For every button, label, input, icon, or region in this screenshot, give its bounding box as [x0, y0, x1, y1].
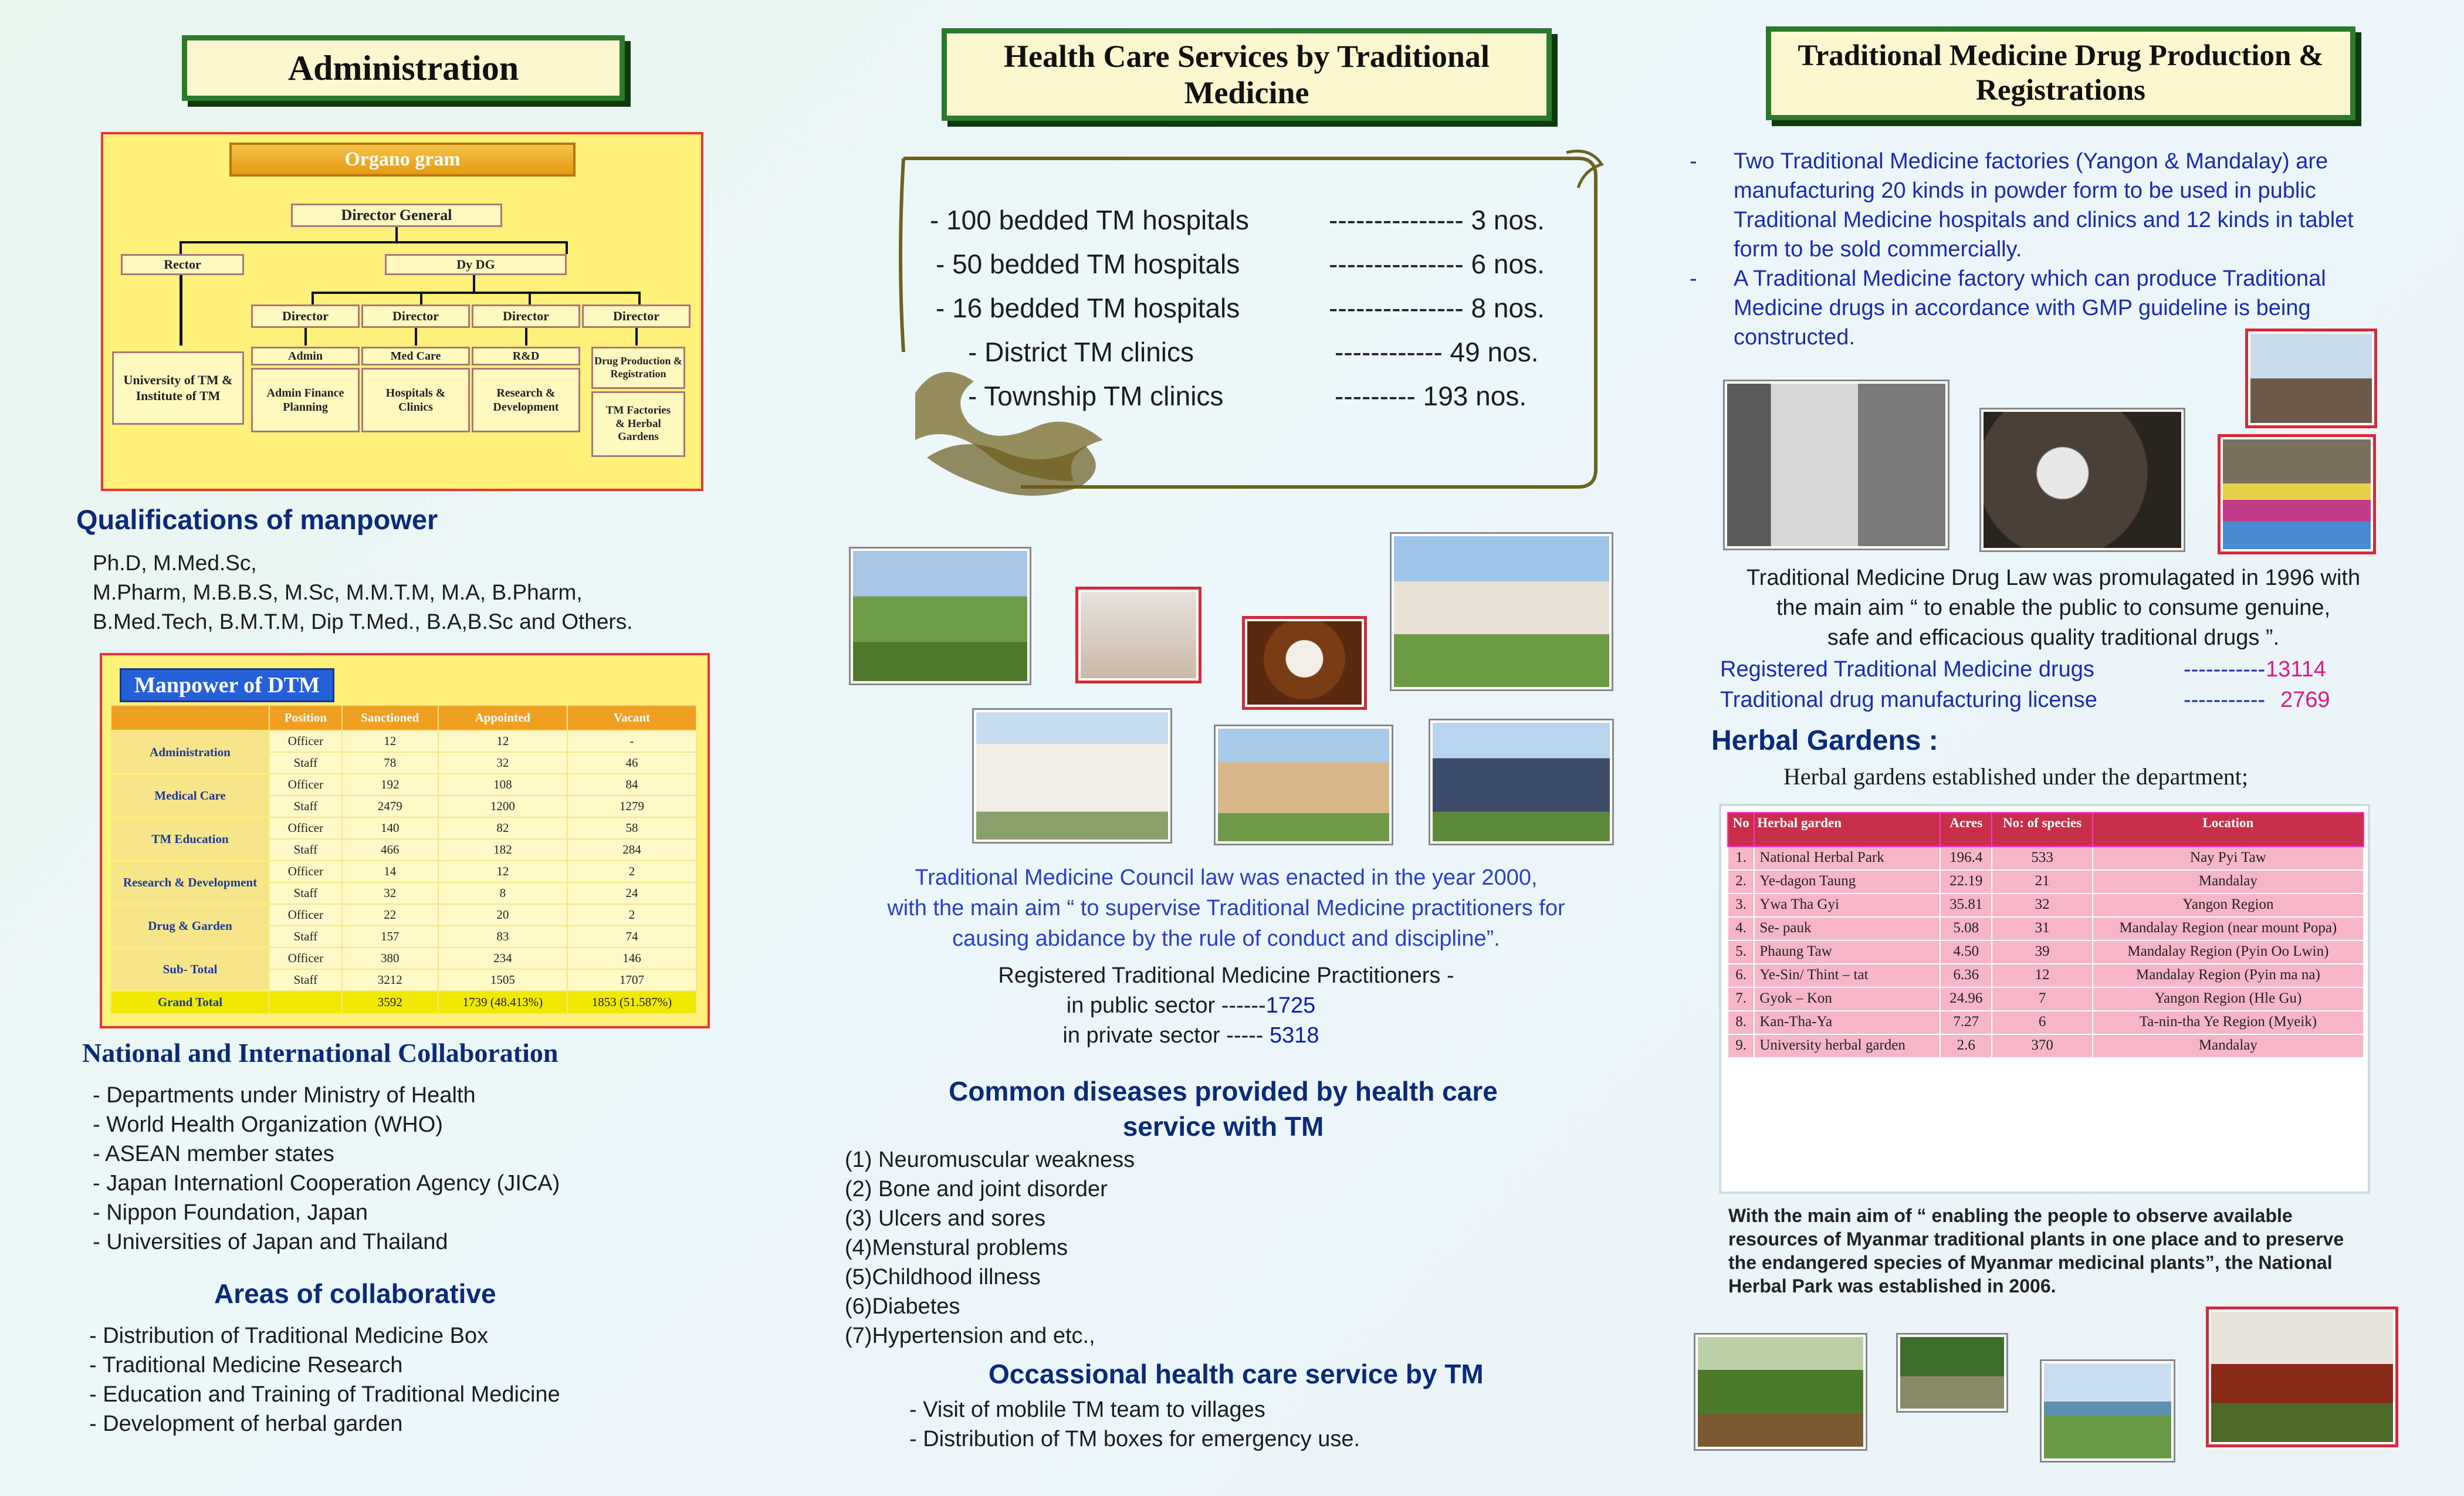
manpower-group-label: Drug & Garden	[111, 904, 269, 947]
manpower-total-cell: 1739 (48.413%)	[438, 991, 567, 1014]
health-title: Health Care Services by Traditional Medicine	[942, 28, 1552, 121]
herbal-cell: National Herbal Park	[1754, 847, 1940, 870]
public-sector-row	[839, 991, 1613, 1021]
herbal-cell: 6.	[1728, 964, 1754, 987]
qualifications-heading: Qualifications of manpower	[76, 504, 438, 535]
herbal-table	[1727, 812, 2364, 1058]
manpower-cell: 24	[567, 882, 696, 904]
manpower-row	[111, 774, 696, 796]
collab-item: - Universities of Japan and Thailand	[93, 1230, 448, 1254]
manpower-cell: 46	[567, 752, 696, 774]
manpower-cell: Staff	[269, 752, 342, 774]
manpower-cell: Staff	[269, 969, 342, 991]
manpower-cell: 146	[567, 947, 696, 969]
private-sector-label: in private sector -----	[1062, 1023, 1264, 1048]
manpower-cell: 12	[342, 730, 438, 752]
qualifications-list	[93, 549, 633, 637]
director-box-2: Director	[361, 304, 470, 328]
manpower-total-row	[111, 991, 696, 1014]
park-line: the endangered species of Myanmar medicinal plants”, the National	[1728, 1252, 2333, 1273]
service-row	[930, 374, 1545, 418]
service-row	[930, 330, 1545, 374]
collab-item: - Nippon Foundation, Japan	[93, 1200, 368, 1225]
herbal-cell: 7	[1992, 987, 2092, 1011]
manpower-row	[111, 904, 696, 926]
manpower-cell: Staff	[269, 796, 342, 817]
service-row	[930, 198, 1545, 242]
photo-garden-2	[1898, 1335, 2006, 1411]
herbal-cell: 31	[1992, 917, 2092, 940]
drug-law-line: Traditional Medicine Drug Law was promulagated in 1996 with	[1746, 566, 2361, 590]
council-law-text	[839, 862, 1613, 954]
herbal-cell: 35.81	[1940, 893, 1992, 917]
manpower-cell: 2	[567, 861, 696, 882]
photo-clinic-2	[1216, 726, 1392, 844]
manpower-cell: Officer	[269, 861, 342, 882]
herbal-cell: 24.96	[1940, 987, 1992, 1011]
manpower-cell: 8	[438, 882, 567, 904]
manpower-cell: 108	[438, 774, 567, 796]
manpower-panel	[100, 653, 710, 1028]
license-label: Traditional drug manufacturing license	[1720, 688, 2097, 712]
sub-factories: TM Factories & Herbal Gardens	[591, 391, 685, 457]
herbal-cell: Se- pauk	[1754, 917, 1940, 940]
service-label: - 100 bedded TM hospitals	[930, 205, 1249, 235]
service-label: - Township TM clinics	[968, 381, 1224, 411]
herbal-cell: Ywa Tha Gyi	[1754, 893, 1940, 917]
manpower-cell: 83	[438, 926, 567, 947]
service-count: ------------ 49 nos.	[1335, 337, 1539, 367]
herbal-cell: Kan-Tha-Ya	[1754, 1011, 1940, 1034]
manpower-cell: 380	[342, 947, 438, 969]
drug-title: Traditional Medicine Drug Production & Registrations	[1766, 26, 2355, 120]
manpower-row	[111, 817, 696, 839]
collab-item: - ASEAN member states	[93, 1142, 334, 1166]
reg-drugs-value: 13114	[2266, 657, 2326, 682]
service-label: - 50 bedded TM hospitals	[936, 249, 1240, 279]
sub-hospitals: Hospitals & Clinics	[361, 368, 470, 432]
manpower-cell: 2479	[342, 796, 438, 817]
herbal-cell: 12	[1992, 964, 2092, 987]
university-box: University of TM & Institute of TM	[112, 351, 244, 425]
manpower-cell: 1505	[438, 969, 567, 991]
manpower-header-cell: Position	[269, 705, 342, 730]
occasional-heading: Occassional health care service by TM	[989, 1359, 1484, 1389]
reg-drugs-row	[1720, 654, 2330, 685]
manpower-cell: 20	[438, 904, 567, 926]
herbal-cell: Yangon Region	[2093, 893, 2364, 917]
drug-law-text	[1690, 563, 2417, 653]
dept-medcare: Med Care	[361, 347, 470, 365]
herbal-cell: 7.27	[1940, 1011, 1992, 1034]
rector-box: Rector	[121, 254, 244, 275]
manpower-cell: Staff	[269, 882, 342, 904]
service-label: - District TM clinics	[968, 337, 1194, 367]
manpower-row	[111, 947, 696, 969]
manpower-header-cell: Sanctioned	[342, 705, 438, 730]
herbal-subheading: Herbal gardens established under the department;	[1783, 763, 2248, 790]
drug-bullet-text: A Traditional Medicine factory which can produce Traditional Medicine drugs in accordance with GMP guideline is being constructed.	[1734, 266, 2326, 350]
manpower-cell: 1279	[567, 796, 696, 817]
manpower-cell: Officer	[269, 947, 342, 969]
collab-item: - Japan Internationl Cooperation Agency (JICA)	[93, 1171, 560, 1196]
manpower-total-cell: 1853 (51.587%)	[567, 991, 696, 1014]
photo-factory-1	[1725, 381, 1948, 549]
manpower-row	[111, 730, 696, 752]
herbal-header-cell: Acres	[1940, 813, 1992, 847]
herbal-cell: 3.	[1728, 893, 1754, 917]
collab-item: - World Health Organization (WHO)	[93, 1112, 443, 1137]
director-box-1: Director	[251, 304, 360, 328]
herbal-cell: Mandalay	[2093, 870, 2364, 893]
disease-item: (2) Bone and joint disorder	[845, 1177, 1108, 1201]
service-count: --------------- 6 nos.	[1329, 249, 1545, 279]
herbal-cell: 5.08	[1940, 917, 1992, 940]
manpower-cell: 1707	[567, 969, 696, 991]
drug-bullets	[1690, 147, 2394, 352]
manpower-cell: 466	[342, 839, 438, 861]
herbal-row	[1728, 987, 2364, 1011]
disease-item: (5)Childhood illness	[845, 1265, 1041, 1289]
private-sector-row	[839, 1021, 1613, 1051]
photo-factory-2	[1981, 409, 2184, 550]
collab-list	[93, 1081, 560, 1257]
drug-law-line: safe and efficacious quality traditional drugs ”.	[1827, 625, 2280, 650]
service-row	[930, 242, 1545, 286]
manpower-cell: Officer	[269, 817, 342, 839]
photo-herbal-park-gate	[2209, 1309, 2395, 1444]
manpower-cell: Staff	[269, 926, 342, 947]
areas-item: - Traditional Medicine Research	[89, 1353, 403, 1377]
disease-item: (3) Ulcers and sores	[845, 1206, 1046, 1231]
herbal-header-cell: Location	[2093, 813, 2364, 847]
herbal-cell: University herbal garden	[1754, 1034, 1940, 1058]
manpower-cell: 157	[342, 926, 438, 947]
herbal-cell: Phaung Taw	[1754, 940, 1940, 964]
herbal-cell: Mandalay Region (Pyin Oo Lwin)	[2093, 940, 2364, 964]
director-general-box: Director General	[291, 204, 502, 227]
manpower-cell: 234	[438, 947, 567, 969]
manpower-cell: Officer	[269, 904, 342, 926]
collab-heading: National and International Collaboration	[82, 1038, 559, 1068]
manpower-cell: 12	[438, 861, 567, 882]
herbal-cell: Yangon Region (Hle Gu)	[2093, 987, 2364, 1011]
public-sector-value: 1725	[1265, 993, 1316, 1018]
herbal-cell: 22.19	[1940, 870, 1992, 893]
manpower-group-label: Research & Development	[111, 861, 269, 904]
manpower-cell: Officer	[269, 730, 342, 752]
service-label: - 16 bedded TM hospitals	[936, 293, 1240, 323]
collab-item: - Departments under Ministry of Health	[93, 1083, 476, 1108]
qual-line: Ph.D, M.Med.Sc,	[93, 551, 257, 575]
herbal-cell: Ye-Sin/ Thint – tat	[1754, 964, 1940, 987]
manpower-title: Manpower of DTM	[120, 668, 334, 702]
manpower-group-label: Administration	[111, 730, 269, 774]
occasional-item: - Visit of moblile TM team to villages	[909, 1397, 1265, 1422]
manpower-cell: 192	[342, 774, 438, 796]
manpower-header-cell	[111, 705, 269, 730]
photo-clinic-3	[1430, 720, 1612, 844]
manpower-cell: Staff	[269, 839, 342, 861]
herbal-row	[1728, 917, 2364, 940]
manpower-table	[110, 705, 697, 1014]
herbal-cell: 39	[1992, 940, 2092, 964]
herbal-cell: 4.	[1728, 917, 1754, 940]
reg-drugs-dash: -----------	[2184, 657, 2266, 682]
herbal-cell: 4.50	[1940, 940, 1992, 964]
manpower-cell: 32	[438, 752, 567, 774]
council-line: causing abidance by the rule of conduct and discipline”.	[952, 926, 1500, 951]
manpower-cell: 74	[567, 926, 696, 947]
registered-practitioners	[839, 961, 1613, 1051]
herbal-row	[1728, 1034, 2364, 1058]
herbal-row	[1728, 940, 2364, 964]
private-sector-value: 5318	[1270, 1023, 1319, 1048]
manpower-header-cell: Vacant	[567, 705, 696, 730]
herbal-cell: 32	[1992, 893, 2092, 917]
dept-drug: Drug Production & Registration	[591, 347, 685, 389]
occasional-item: - Distribution of TM boxes for emergency use.	[909, 1427, 1360, 1451]
photo-hospital-garden	[851, 549, 1030, 683]
manpower-cell: 32	[342, 882, 438, 904]
manpower-header-cell: Appointed	[438, 705, 567, 730]
herbal-cell: Ta-nin-tha Ye Region (Myeik)	[2093, 1011, 2364, 1034]
reg-drugs-label: Registered Traditional Medicine drugs	[1720, 657, 2094, 682]
areas-item: - Distribution of Traditional Medicine Box	[89, 1324, 489, 1348]
manpower-cell: 12	[438, 730, 567, 752]
herbal-cell: 533	[1992, 847, 2092, 870]
disease-item: (4)Menstural problems	[845, 1236, 1068, 1260]
manpower-cell: 22	[342, 904, 438, 926]
herbal-cell: Ye-dagon Taung	[1754, 870, 1940, 893]
service-row	[930, 286, 1545, 330]
drug-law-line: the main aim “ to enable the public to consume genuine,	[1776, 595, 2331, 620]
dydg-box: Dy DG	[385, 254, 567, 275]
manpower-cell: 58	[567, 817, 696, 839]
sub-research: Research & Development	[472, 368, 580, 432]
herbal-header-cell: No	[1728, 813, 1754, 847]
director-box-4: Director	[582, 304, 691, 328]
herbal-cell: 9.	[1728, 1034, 1754, 1058]
sub-admin: Admin Finance Planning	[251, 368, 360, 432]
herbal-cell: 370	[1992, 1034, 2092, 1058]
qual-line: B.Med.Tech, B.M.T.M, Dip T.Med., B.A,B.Sc and Others.	[93, 610, 633, 634]
herbal-row	[1728, 893, 2364, 917]
dept-admin: Admin	[251, 347, 360, 365]
photo-product-display	[2248, 331, 2374, 425]
organogram	[101, 132, 703, 491]
photo-medicine-bowl	[1245, 619, 1364, 707]
manpower-cell: 182	[438, 839, 567, 861]
herbal-cell: 5.	[1728, 940, 1754, 964]
herbal-cell: 2.6	[1940, 1034, 1992, 1058]
manpower-group-label: Medical Care	[111, 774, 269, 817]
herbal-cell: Mandalay	[2093, 1034, 2364, 1058]
council-line: Traditional Medicine Council law was enacted in the year 2000,	[915, 865, 1538, 890]
areas-item: - Education and Training of Traditional Medicine	[89, 1382, 560, 1407]
herbal-heading: Herbal Gardens :	[1711, 725, 1938, 756]
manpower-cell: 140	[342, 817, 438, 839]
herbal-cell: 21	[1992, 870, 2092, 893]
manpower-cell: 84	[567, 774, 696, 796]
manpower-group-label: Sub- Total	[111, 947, 269, 991]
herbal-cell: 196.4	[1940, 847, 1992, 870]
photo-garden-1	[1695, 1335, 1866, 1449]
photo-hospital-building	[1392, 534, 1612, 689]
director-box-3: Director	[472, 304, 580, 328]
occasional-list	[909, 1395, 1360, 1454]
disease-item: (6)Diabetes	[845, 1294, 960, 1319]
council-line: with the main aim “ to supervise Traditional Medicine practitioners for	[887, 896, 1565, 920]
herbal-cell: Mandalay Region (Pyin ma na)	[2093, 964, 2364, 987]
dept-rnd: R&D	[472, 347, 580, 365]
diseases-heading: Common diseases provided by health care service with TM	[949, 1076, 1498, 1142]
service-count: --------------- 8 nos.	[1329, 293, 1545, 323]
registered-heading: Registered Traditional Medicine Practitioners -	[998, 963, 1454, 988]
herbal-cell: 7.	[1728, 987, 1754, 1011]
herbal-table-panel	[1719, 804, 2370, 1194]
manpower-cell: 2	[567, 904, 696, 926]
manpower-cell: -	[567, 730, 696, 752]
herbal-park-text	[1728, 1204, 2344, 1298]
areas-heading: Areas of collaborative	[214, 1278, 496, 1309]
herbal-cell: 6	[1992, 1011, 2092, 1034]
manpower-cell: 78	[342, 752, 438, 774]
disease-item: (7)Hypertension and etc.,	[845, 1324, 1095, 1348]
herbal-header-cell: No: of species	[1992, 813, 2092, 847]
herbal-cell: Nay Pyi Taw	[2093, 847, 2364, 870]
photo-product-packs	[2221, 437, 2373, 551]
manpower-cell: Officer	[269, 774, 342, 796]
manpower-total-cell	[269, 991, 342, 1014]
herbal-row	[1728, 1011, 2364, 1034]
admin-title: Administration	[182, 35, 625, 101]
manpower-group-label: TM Education	[111, 817, 269, 861]
areas-list	[89, 1321, 560, 1439]
service-count: --------- 193 nos.	[1335, 381, 1527, 411]
herbal-row	[1728, 847, 2364, 870]
public-sector-label: in public sector ------	[1066, 993, 1266, 1018]
photo-clinic-1	[974, 710, 1170, 842]
manpower-cell: 3212	[342, 969, 438, 991]
park-line: resources of Myanmar traditional plants in one place and to preserve	[1728, 1228, 2344, 1250]
herbal-row	[1728, 870, 2364, 893]
services-list	[930, 198, 1545, 418]
manpower-cell: 1200	[438, 796, 567, 817]
service-count: --------------- 3 nos.	[1329, 205, 1545, 235]
herbal-cell: 1.	[1728, 847, 1754, 870]
drug-bullet: - A Traditional Medicine factory which can produce Traditional Medicine drugs in accordance with GMP guideline is being constructed.	[1690, 264, 2394, 352]
manpower-total-cell: Grand Total	[111, 991, 269, 1014]
park-line: Herbal Park was established in 2006.	[1728, 1275, 2056, 1297]
photo-garden-3	[2042, 1361, 2174, 1461]
herbal-cell: 2.	[1728, 870, 1754, 893]
park-line: With the main aim of “ enabling the people to observe available	[1728, 1205, 2293, 1226]
diseases-list	[845, 1145, 1135, 1351]
license-row	[1720, 685, 2330, 715]
registration-stats	[1720, 654, 2330, 715]
drug-bullet-text: Two Traditional Medicine factories (Yangon & Mandalay) are manufacturing 20 kinds in powder form to be used in public Traditional Medicine hospitals and clinics and 12 kinds in tablet form to be sold commercially.	[1734, 149, 2354, 262]
manpower-row	[111, 861, 696, 882]
organogram-title: Organo gram	[229, 143, 576, 177]
areas-item: - Development of herbal garden	[89, 1412, 403, 1436]
license-dash: -----------	[2184, 688, 2266, 712]
manpower-cell: 284	[567, 839, 696, 861]
photo-medicine-box	[1078, 590, 1199, 681]
herbal-cell: 6.36	[1940, 964, 1992, 987]
herbal-row	[1728, 964, 2364, 987]
qual-line: M.Pharm, M.B.B.S, M.Sc, M.M.T.M, M.A, B.Pharm,	[93, 580, 583, 604]
herbal-cell: Mandalay Region (near mount Popa)	[2093, 917, 2364, 940]
herbal-cell: 8.	[1728, 1011, 1754, 1034]
drug-bullet: - Two Traditional Medicine factories (Yangon & Mandalay) are manufacturing 20 kinds in powder form to be used in public Traditional Medicine hospitals and clinics and 12 kinds in tablet form to be sold commercially.	[1690, 147, 2394, 264]
manpower-cell: 82	[438, 817, 567, 839]
manpower-cell: 14	[342, 861, 438, 882]
disease-item: (1) Neuromuscular weakness	[845, 1148, 1135, 1172]
license-value: 2769	[2280, 688, 2330, 712]
herbal-header-cell: Herbal garden	[1754, 813, 1940, 847]
herbal-cell: Gyok – Kon	[1754, 987, 1940, 1011]
manpower-total-cell: 3592	[342, 991, 438, 1014]
